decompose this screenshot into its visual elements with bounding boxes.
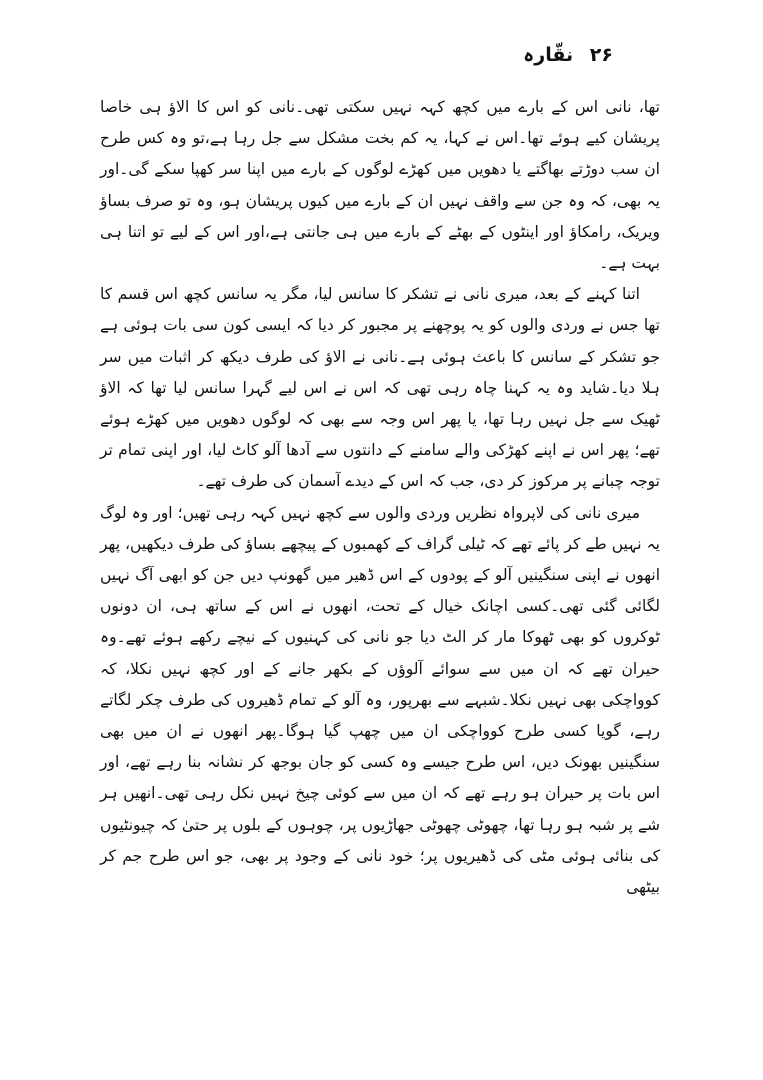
body-text <box>100 92 660 903</box>
page-header <box>523 44 613 66</box>
running-title: نقّارہ <box>523 44 574 66</box>
paragraph-1: تھا، نانی اس کے بارے میں کچھ کہہ نہیں سکتی تھی۔نانی کو اس کا الاؤ ہی خاصا پریشان کیے ہوئے تھا۔اس نے کہا، یہ کم بخت مشکل سے جل رہا ہے،تو وہ کس طرح ان سب دوڑتے بھاگتے یا دھویں میں کھڑے لوگوں کے بارے میں اپنا سر کھپا سکے گی۔اور یہ بھی، کہ وہ جن سے واقف نہیں ان کے بارے میں کیوں پریشان ہو، وہ تو صرف بساؤ ویریک، رامکاؤ اور اینٹوں کے بھٹے کے بارے میں ہی جانتی ہے،اور اس کے لیے تو اتنا ہی بہت ہے۔ <box>100 98 660 273</box>
page-number: ۲۶ <box>589 44 613 66</box>
paragraph-3: میری نانی کی لاپرواہ نظریں وردی والوں سے کچھ نہیں کہہ رہی تھیں؛ اور وہ لوگ یہ نہیں طے کر پائے تھے کہ ٹیلی گراف کے کھمبوں کے پیچھے بساؤ کی طرف دیکھیں، پھر انھوں نے اپنی سنگینیں آلو کے پودوں کے اس ڈھیر میں گھونپ دیں جن کو ابھی آگ نہیں لگائی گئی تھی۔کسی اچانک خیال کے تحت، انھوں نے اس کے ساتھ ہی، ان دونوں ٹوکروں کو بھی ٹھوکا مار کر الٹ دیا جو نانی کی کہنیوں کے نیچے رکھے ہوئے تھے۔وہ حیران تھے کہ ان میں سے سوائے آلوؤں کے بکھر جانے کے اور کچھ نہیں نکلا، کہ کوواچکی بھی نہیں نکلا۔شبہے سے بھرپور، وہ آلو کے تمام ڈھیروں کی طرف چکر لگاتے رہے، گویا کسی طرح کوواچکی ان میں چھپ گیا ہوگا۔پھر انھوں نے ان میں بھی سنگینیں بھونک دیں، اس طرح جیسے وہ کسی کو جان بوجھ کر نشانہ بنا رہے تھے، اور اس بات پر حیران ہو رہے تھے کہ ان میں سے کوئی چیخ نہیں نکل رہی تھی۔انھیں ہر شے پر شبہ ہو رہا تھا، چھوٹی چھوٹی جھاڑیوں پر، چوہوں کے بلوں پر حتیٰ کہ چیونٹیوں کی بنائی ہوئی مٹی کی ڈھیریوں پر؛ خود نانی کے وجود پر بھی، جو اس طرح جم کر بیٹھی <box>100 503 660 897</box>
paragraph-2: اتنا کہنے کے بعد، میری نانی نے تشکر کا سانس لیا، مگر یہ سانس کچھ اس قسم کا تھا جس نے وردی والوں کو یہ پوچھنے پر مجبور کر دیا کہ ایسی کون سی بات ہوئی ہے جو تشکر کے سانس کا باعث ہوئی ہے۔نانی نے الاؤ کی طرف دیکھ کر اثبات میں سر ہلا دیا۔شاید وہ یہ کہنا چاہ رہی تھی کہ اس نے اس لیے گہرا سانس لیا تھا کہ الاؤ ٹھیک سے جل نہیں رہا تھا، یا پھر اس وجہ سے بھی کہ لوگوں دھویں میں کھڑے ہوئے تھے؛ پھر اس نے اپنے کھڑکی والے سامنے کے دانتوں سے آدھا آلو کاٹ لیا، اور اپنی تمام تر توجہ چبانے پر مرکوز کر دی، جب کہ اس کے دیدے آسمان کی طرف تھے۔ <box>100 285 660 491</box>
